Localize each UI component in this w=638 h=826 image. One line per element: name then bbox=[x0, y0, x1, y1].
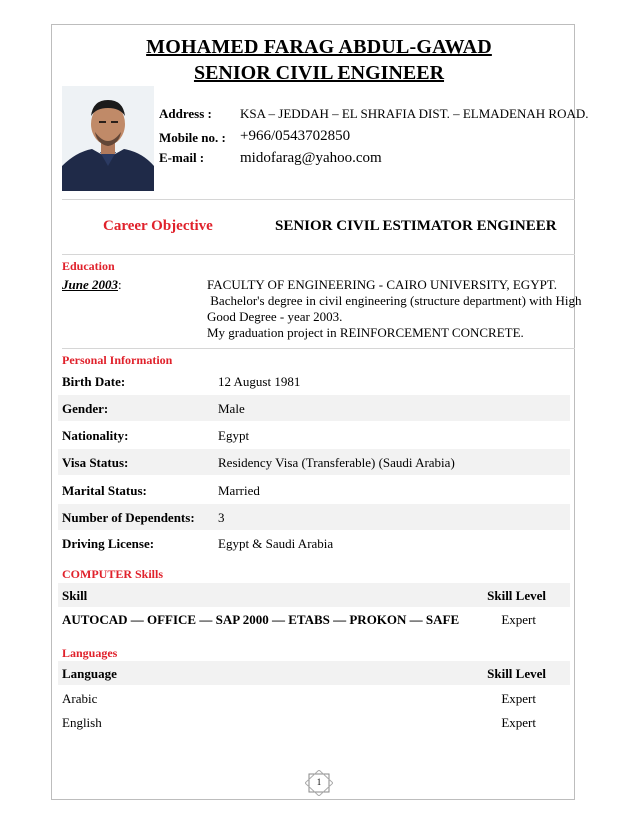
table-row bbox=[58, 504, 570, 530]
language-name: Arabic bbox=[62, 691, 98, 706]
language-level: Expert bbox=[501, 691, 536, 706]
row-value: Married bbox=[218, 483, 260, 498]
language-col-header: Language bbox=[62, 666, 117, 681]
page-number-badge bbox=[305, 770, 333, 796]
row-key: Number of Dependents: bbox=[62, 510, 195, 525]
education-heading: Education bbox=[62, 259, 115, 273]
divider bbox=[62, 199, 575, 200]
education-line: My graduation project in REINFORCEMENT CONCRETE. bbox=[207, 325, 524, 340]
language-name: English bbox=[62, 715, 102, 730]
language-level: Expert bbox=[501, 715, 536, 730]
email-value[interactable]: midofarag@yahoo.com bbox=[240, 150, 382, 166]
career-objective-value: SENIOR CIVIL ESTIMATOR ENGINEER bbox=[275, 218, 557, 234]
table-row bbox=[58, 395, 570, 421]
email-label: E-mail : bbox=[159, 150, 205, 165]
education-line: Good Degree - year 2003. bbox=[207, 309, 343, 324]
education-line: FACULTY OF ENGINEERING - CAIRO UNIVERSITY, EGYPT. bbox=[207, 277, 558, 292]
row-key: Marital Status: bbox=[62, 483, 147, 498]
address-label: Address : bbox=[159, 106, 212, 121]
skill-level: Expert bbox=[501, 612, 536, 627]
education-date-suffix: : bbox=[117, 277, 122, 292]
skill-name: AUTOCAD — OFFICE — SAP 2000 — ETABS — PROKON — SAFE bbox=[62, 612, 460, 627]
candidate-name: MOHAMED FARAG ABDUL-GAWAD bbox=[146, 36, 492, 58]
divider bbox=[62, 254, 575, 255]
education-date-wrap bbox=[62, 277, 122, 293]
education-line: Bachelor's degree in civil engineering (structure department) with High bbox=[207, 293, 582, 308]
row-value: Male bbox=[218, 401, 245, 416]
divider bbox=[62, 348, 575, 349]
languages-table-header bbox=[58, 661, 570, 685]
row-value: 3 bbox=[218, 510, 225, 525]
row-key: Birth Date: bbox=[62, 374, 126, 389]
row-key: Driving License: bbox=[62, 536, 155, 551]
mobile-value: +966/0543702850 bbox=[240, 128, 351, 144]
page-number: 1 bbox=[316, 777, 322, 787]
row-key: Visa Status: bbox=[62, 455, 129, 470]
skill-col-header: Skill bbox=[62, 588, 88, 603]
row-value: Egypt bbox=[218, 428, 250, 443]
row-key: Nationality: bbox=[62, 428, 129, 443]
profile-photo bbox=[62, 86, 154, 191]
career-objective-label: Career Objective bbox=[103, 218, 213, 234]
table-row bbox=[58, 477, 570, 503]
table-row bbox=[58, 686, 570, 710]
skills-table-header bbox=[58, 583, 570, 607]
table-row bbox=[58, 530, 570, 556]
personal-info-heading: Personal Information bbox=[62, 353, 173, 367]
table-row bbox=[58, 422, 570, 448]
education-date: June 2003 bbox=[62, 277, 118, 292]
language-level-col-header: Skill Level bbox=[487, 666, 546, 681]
table-row bbox=[58, 607, 570, 631]
row-value: Egypt & Saudi Arabia bbox=[218, 536, 334, 551]
mobile-label: Mobile no. : bbox=[159, 130, 226, 145]
row-value: Residency Visa (Transferable) (Saudi Arabia) bbox=[218, 455, 455, 470]
skill-level-col-header: Skill Level bbox=[487, 588, 546, 603]
languages-heading: Languages bbox=[62, 646, 118, 660]
table-row bbox=[58, 368, 570, 394]
row-key: Gender: bbox=[62, 401, 109, 416]
computer-skills-heading: COMPUTER Skills bbox=[62, 567, 164, 581]
table-row bbox=[58, 710, 570, 734]
address-value: KSA – JEDDAH – EL SHRAFIA DIST. – ELMADENAH ROAD. bbox=[240, 106, 589, 121]
table-row bbox=[58, 449, 570, 475]
candidate-title: SENIOR CIVIL ENGINEER bbox=[193, 62, 445, 84]
row-value: 12 August 1981 bbox=[218, 374, 301, 389]
